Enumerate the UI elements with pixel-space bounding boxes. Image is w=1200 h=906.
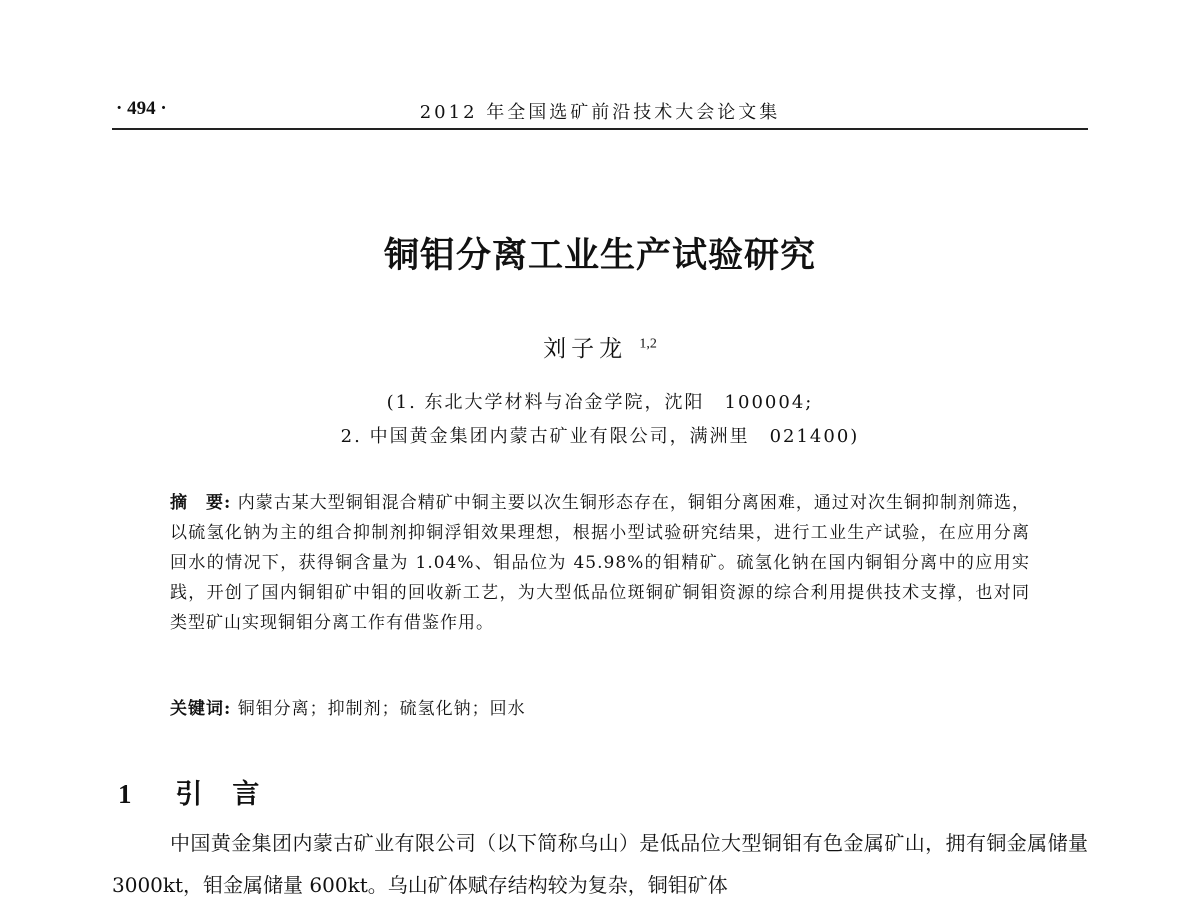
affiliation-1: (1. 东北大学材料与冶金学院，沈阳 100004;	[386, 392, 814, 413]
abstract-text: 内蒙古某大型铜钼混合精矿中铜主要以次生铜形态存在，铜钼分离困难，通过对次生铜抑制剂筛选，以硫氢化钠为主的组合抑制剂抑铜浮钼效果理想，根据小型试验研究结果，进行工业生产试验，在应用分离回水的情况下，获得铜含量为 1.04%、钼品位为 45.98%的钼精矿。硫氢化钠在国内铜钼分离中的应用实践，开创了国内铜钼矿中钼的回收新工艺，为大型低品位斑铜矿铜钼资源的综合利用提供技术支撑，也对同类型矿山实现铜钼分离工作有借鉴作用。	[170, 493, 1031, 633]
section-title: 引言	[175, 779, 290, 810]
author-name: 刘子龙	[543, 336, 628, 362]
abstract	[170, 488, 1030, 638]
author-affiliation-marker: 1,2	[639, 336, 657, 352]
keywords-text: 铜钼分离；抑制剂；硫氢化钠；回水	[237, 699, 526, 719]
section-heading	[118, 772, 289, 811]
paper-title: 铜钼分离工业生产试验研究	[383, 235, 816, 276]
abstract-label: 摘 要:	[170, 493, 232, 513]
author-line	[0, 330, 1200, 363]
keywords	[170, 694, 1030, 719]
journal-title: 2012 年全国选矿前沿技术大会论文集	[419, 102, 781, 123]
page-number: · 494 ·	[116, 98, 167, 119]
section-number: 1	[118, 779, 132, 809]
keywords-label: 关键词:	[170, 699, 232, 719]
affiliation-2: 2. 中国黄金集团内蒙古矿业有限公司，满洲里 021400)	[340, 426, 860, 447]
running-header	[112, 98, 1088, 130]
body-paragraph: 中国黄金集团内蒙古矿业有限公司（以下简称乌山）是低品位大型铜钼有色金属矿山，拥有铜金属储量 3000kt，钼金属储量 600kt。乌山矿体赋存结构较为复杂，铜钼矿体	[112, 831, 1088, 897]
